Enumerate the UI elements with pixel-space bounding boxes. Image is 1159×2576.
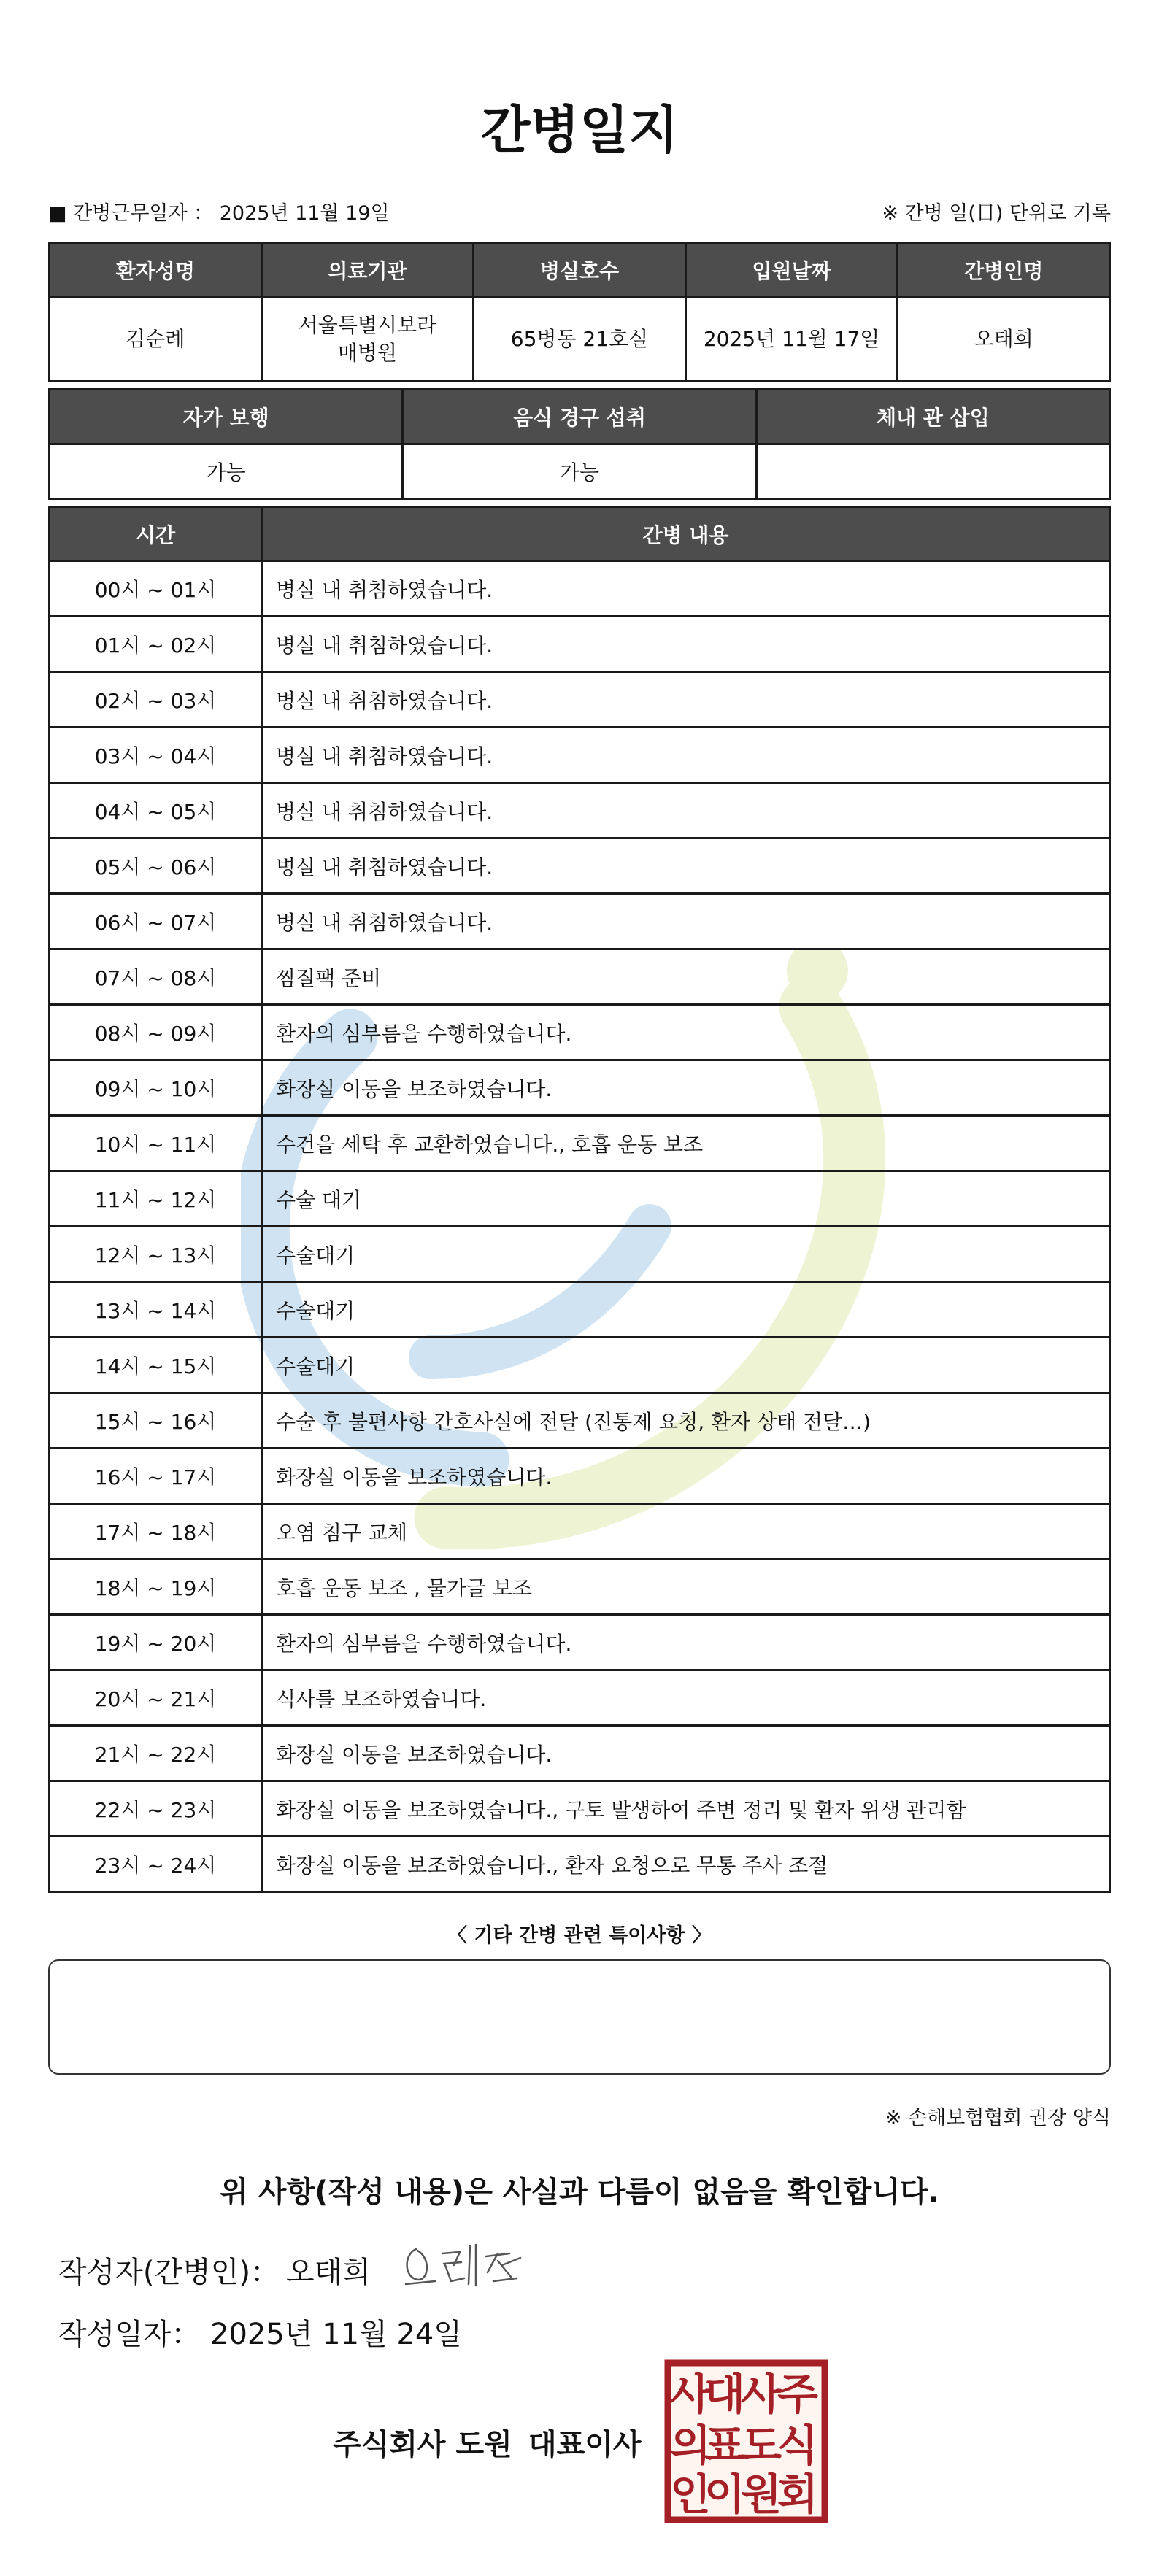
log-time: 00시 ~ 01시 <box>50 561 262 617</box>
log-content: 화장실 이동을 보조하였습니다., 환자 요청으로 무통 주사 조절 <box>262 1837 1110 1892</box>
log-content: 수술 대기 <box>262 1171 1110 1227</box>
company-seal-stamp <box>664 2359 828 2523</box>
log-row <box>50 1837 1110 1892</box>
log-time: 01시 ~ 02시 <box>50 617 262 672</box>
log-row <box>50 1005 1110 1060</box>
log-content: 화장실 이동을 보조하였습니다. <box>262 1449 1110 1504</box>
log-header-time: 시간 <box>50 507 262 561</box>
seal-glyph: 도 <box>740 2421 782 2470</box>
log-row <box>50 1116 1110 1171</box>
log-time: 12시 ~ 13시 <box>50 1227 262 1282</box>
oral-intake-value: 가능 <box>403 444 756 499</box>
notes-heading: 〈 기타 간병 관련 특이사항 〉 <box>447 1924 712 1947</box>
log-row <box>50 672 1110 728</box>
log-content: 오염 침구 교체 <box>262 1504 1110 1559</box>
log-content: 병실 내 취침하였습니다. <box>262 894 1110 949</box>
info-value-row <box>50 298 1110 382</box>
log-content: 식사를 보조하였습니다. <box>262 1670 1110 1726</box>
seal-glyph: 원 <box>740 2469 782 2519</box>
patient-info-table <box>48 242 1111 382</box>
log-content: 수건을 세탁 후 교환하였습니다., 호흡 운동 보조 <box>262 1116 1110 1171</box>
log-time: 04시 ~ 05시 <box>50 783 262 838</box>
log-row <box>50 1060 1110 1116</box>
status-value-row <box>50 444 1110 499</box>
log-content: 화장실 이동을 보조하였습니다., 구토 발생하여 주변 정리 및 환자 위생 관리함 <box>262 1781 1110 1837</box>
log-time: 08시 ~ 09시 <box>50 1005 262 1060</box>
seal-glyph: 사 <box>740 2369 782 2419</box>
log-time: 16시 ~ 17시 <box>50 1449 262 1504</box>
info-header-room: 병실호수 <box>474 243 686 298</box>
log-row <box>50 1171 1110 1227</box>
log-time: 03시 ~ 04시 <box>50 728 262 783</box>
log-content: 병실 내 취침하였습니다. <box>262 617 1110 672</box>
log-row <box>50 1726 1110 1781</box>
company-name: 주식회사 도원 <box>333 2428 512 2461</box>
written-date-label: 작성일자： <box>58 2318 201 2351</box>
page-title: 간병일지 <box>480 100 679 160</box>
status-header-tube: 체내 관 삽입 <box>756 390 1109 444</box>
log-content: 병실 내 취침하였습니다. <box>262 728 1110 783</box>
log-time: 07시 ~ 08시 <box>50 949 262 1005</box>
admit-date: 2025년 11월 17일 <box>685 298 898 382</box>
log-content: 환자의 심부름을 수행하였습니다. <box>262 1615 1110 1670</box>
seal-glyph: 회 <box>777 2469 819 2519</box>
log-row <box>50 1670 1110 1726</box>
walking-value: 가능 <box>50 444 403 499</box>
writer-name: 오태희 <box>286 2256 371 2289</box>
log-time: 21시 ~ 22시 <box>50 1726 262 1781</box>
log-time: 18시 ~ 19시 <box>50 1559 262 1615</box>
log-content: 수술대기 <box>262 1282 1110 1338</box>
hospital-name: 서울특별시보라매병원 <box>261 298 474 382</box>
info-header-caregiver: 간병인명 <box>898 243 1110 298</box>
notes-box <box>48 1959 1111 2075</box>
seal-glyph: 대 <box>704 2369 746 2419</box>
confirmation-statement: 위 사항(작성 내용)은 사실과 다름이 없음을 확인합니다. <box>220 2175 939 2209</box>
seal-glyph: 식 <box>777 2421 819 2470</box>
log-row <box>50 561 1110 617</box>
log-content: 병실 내 취침하였습니다. <box>262 838 1110 894</box>
log-content: 환자의 심부름을 수행하였습니다. <box>262 1005 1110 1060</box>
log-row <box>50 894 1110 949</box>
log-content: 수술대기 <box>262 1338 1110 1393</box>
log-time: 06시 ~ 07시 <box>50 894 262 949</box>
seal-glyph: 사 <box>669 2369 712 2419</box>
log-content: 병실 내 취침하였습니다. <box>262 561 1110 617</box>
info-header-admit-date: 입원날짜 <box>685 243 898 298</box>
log-row <box>50 1559 1110 1615</box>
log-header-row <box>50 507 1110 561</box>
log-row <box>50 1449 1110 1504</box>
work-date: ■ 간병근무일자 ： 2025년 11월 19일 <box>48 202 390 225</box>
info-header-row <box>50 243 1110 298</box>
log-time: 22시 ~ 23시 <box>50 1781 262 1837</box>
log-time: 19시 ~ 20시 <box>50 1615 262 1670</box>
log-time: 13시 ~ 14시 <box>50 1282 262 1338</box>
patient-status-table <box>48 388 1111 500</box>
log-row <box>50 1504 1110 1559</box>
written-date: 2025년 11월 24일 <box>210 2318 462 2351</box>
log-row <box>50 838 1110 894</box>
log-time: 10시 ~ 11시 <box>50 1116 262 1171</box>
status-header-walking: 자가 보행 <box>50 390 403 444</box>
handwritten-signature <box>400 2236 524 2294</box>
room-number: 65병동 21호실 <box>474 298 686 382</box>
log-time: 23시 ~ 24시 <box>50 1837 262 1892</box>
log-row <box>50 1615 1110 1670</box>
log-header-content: 간병 내용 <box>262 507 1110 561</box>
writer-label: 작성자(간병인)： <box>58 2256 280 2289</box>
log-row <box>50 1393 1110 1449</box>
seal-glyph: 표 <box>704 2421 746 2470</box>
log-content: 호흡 운동 보조 , 물가글 보조 <box>262 1559 1110 1615</box>
log-time: 09시 ~ 10시 <box>50 1060 262 1116</box>
log-row <box>50 1227 1110 1282</box>
log-time: 20시 ~ 21시 <box>50 1670 262 1726</box>
log-row <box>50 949 1110 1005</box>
log-row <box>50 1781 1110 1837</box>
log-content: 수술 후 불편사항 간호사실에 전달 (진통제 요청, 환자 상태 전달…) <box>262 1393 1110 1449</box>
caregiver-name: 오태희 <box>898 298 1110 382</box>
log-content: 수술대기 <box>262 1227 1110 1282</box>
log-row <box>50 1282 1110 1338</box>
log-content: 병실 내 취침하였습니다. <box>262 783 1110 838</box>
status-header-row <box>50 390 1110 444</box>
log-time: 14시 ~ 15시 <box>50 1338 262 1393</box>
log-content: 화장실 이동을 보조하였습니다. <box>262 1060 1110 1116</box>
representative-title: 대표이사 <box>528 2428 642 2461</box>
seal-glyph: 이 <box>704 2469 746 2519</box>
care-log-table <box>48 506 1111 1893</box>
tube-value <box>756 444 1109 499</box>
log-time: 17시 ~ 18시 <box>50 1504 262 1559</box>
log-row <box>50 728 1110 783</box>
log-time: 05시 ~ 06시 <box>50 838 262 894</box>
log-content: 병실 내 취침하였습니다. <box>262 672 1110 728</box>
info-header-patient: 환자성명 <box>50 243 262 298</box>
log-row <box>50 783 1110 838</box>
patient-name: 김순례 <box>50 298 262 382</box>
log-content: 찜질팩 준비 <box>262 949 1110 1005</box>
log-time: 11시 ~ 12시 <box>50 1171 262 1227</box>
status-header-oral-intake: 음식 경구 섭취 <box>403 390 756 444</box>
seal-glyph: 주 <box>777 2369 819 2419</box>
log-time: 02시 ~ 03시 <box>50 672 262 728</box>
seal-glyph: 인 <box>669 2469 712 2519</box>
form-note: ※ 손해보험협회 권장 양식 <box>885 2107 1111 2129</box>
log-row <box>50 1338 1110 1393</box>
log-content: 화장실 이동을 보조하였습니다. <box>262 1726 1110 1781</box>
seal-glyph: 의 <box>669 2421 712 2470</box>
info-header-hospital: 의료기관 <box>261 243 474 298</box>
log-time: 15시 ~ 16시 <box>50 1393 262 1449</box>
log-row <box>50 617 1110 672</box>
unit-note: ※ 간병 일(日) 단위로 기록 <box>882 202 1111 225</box>
